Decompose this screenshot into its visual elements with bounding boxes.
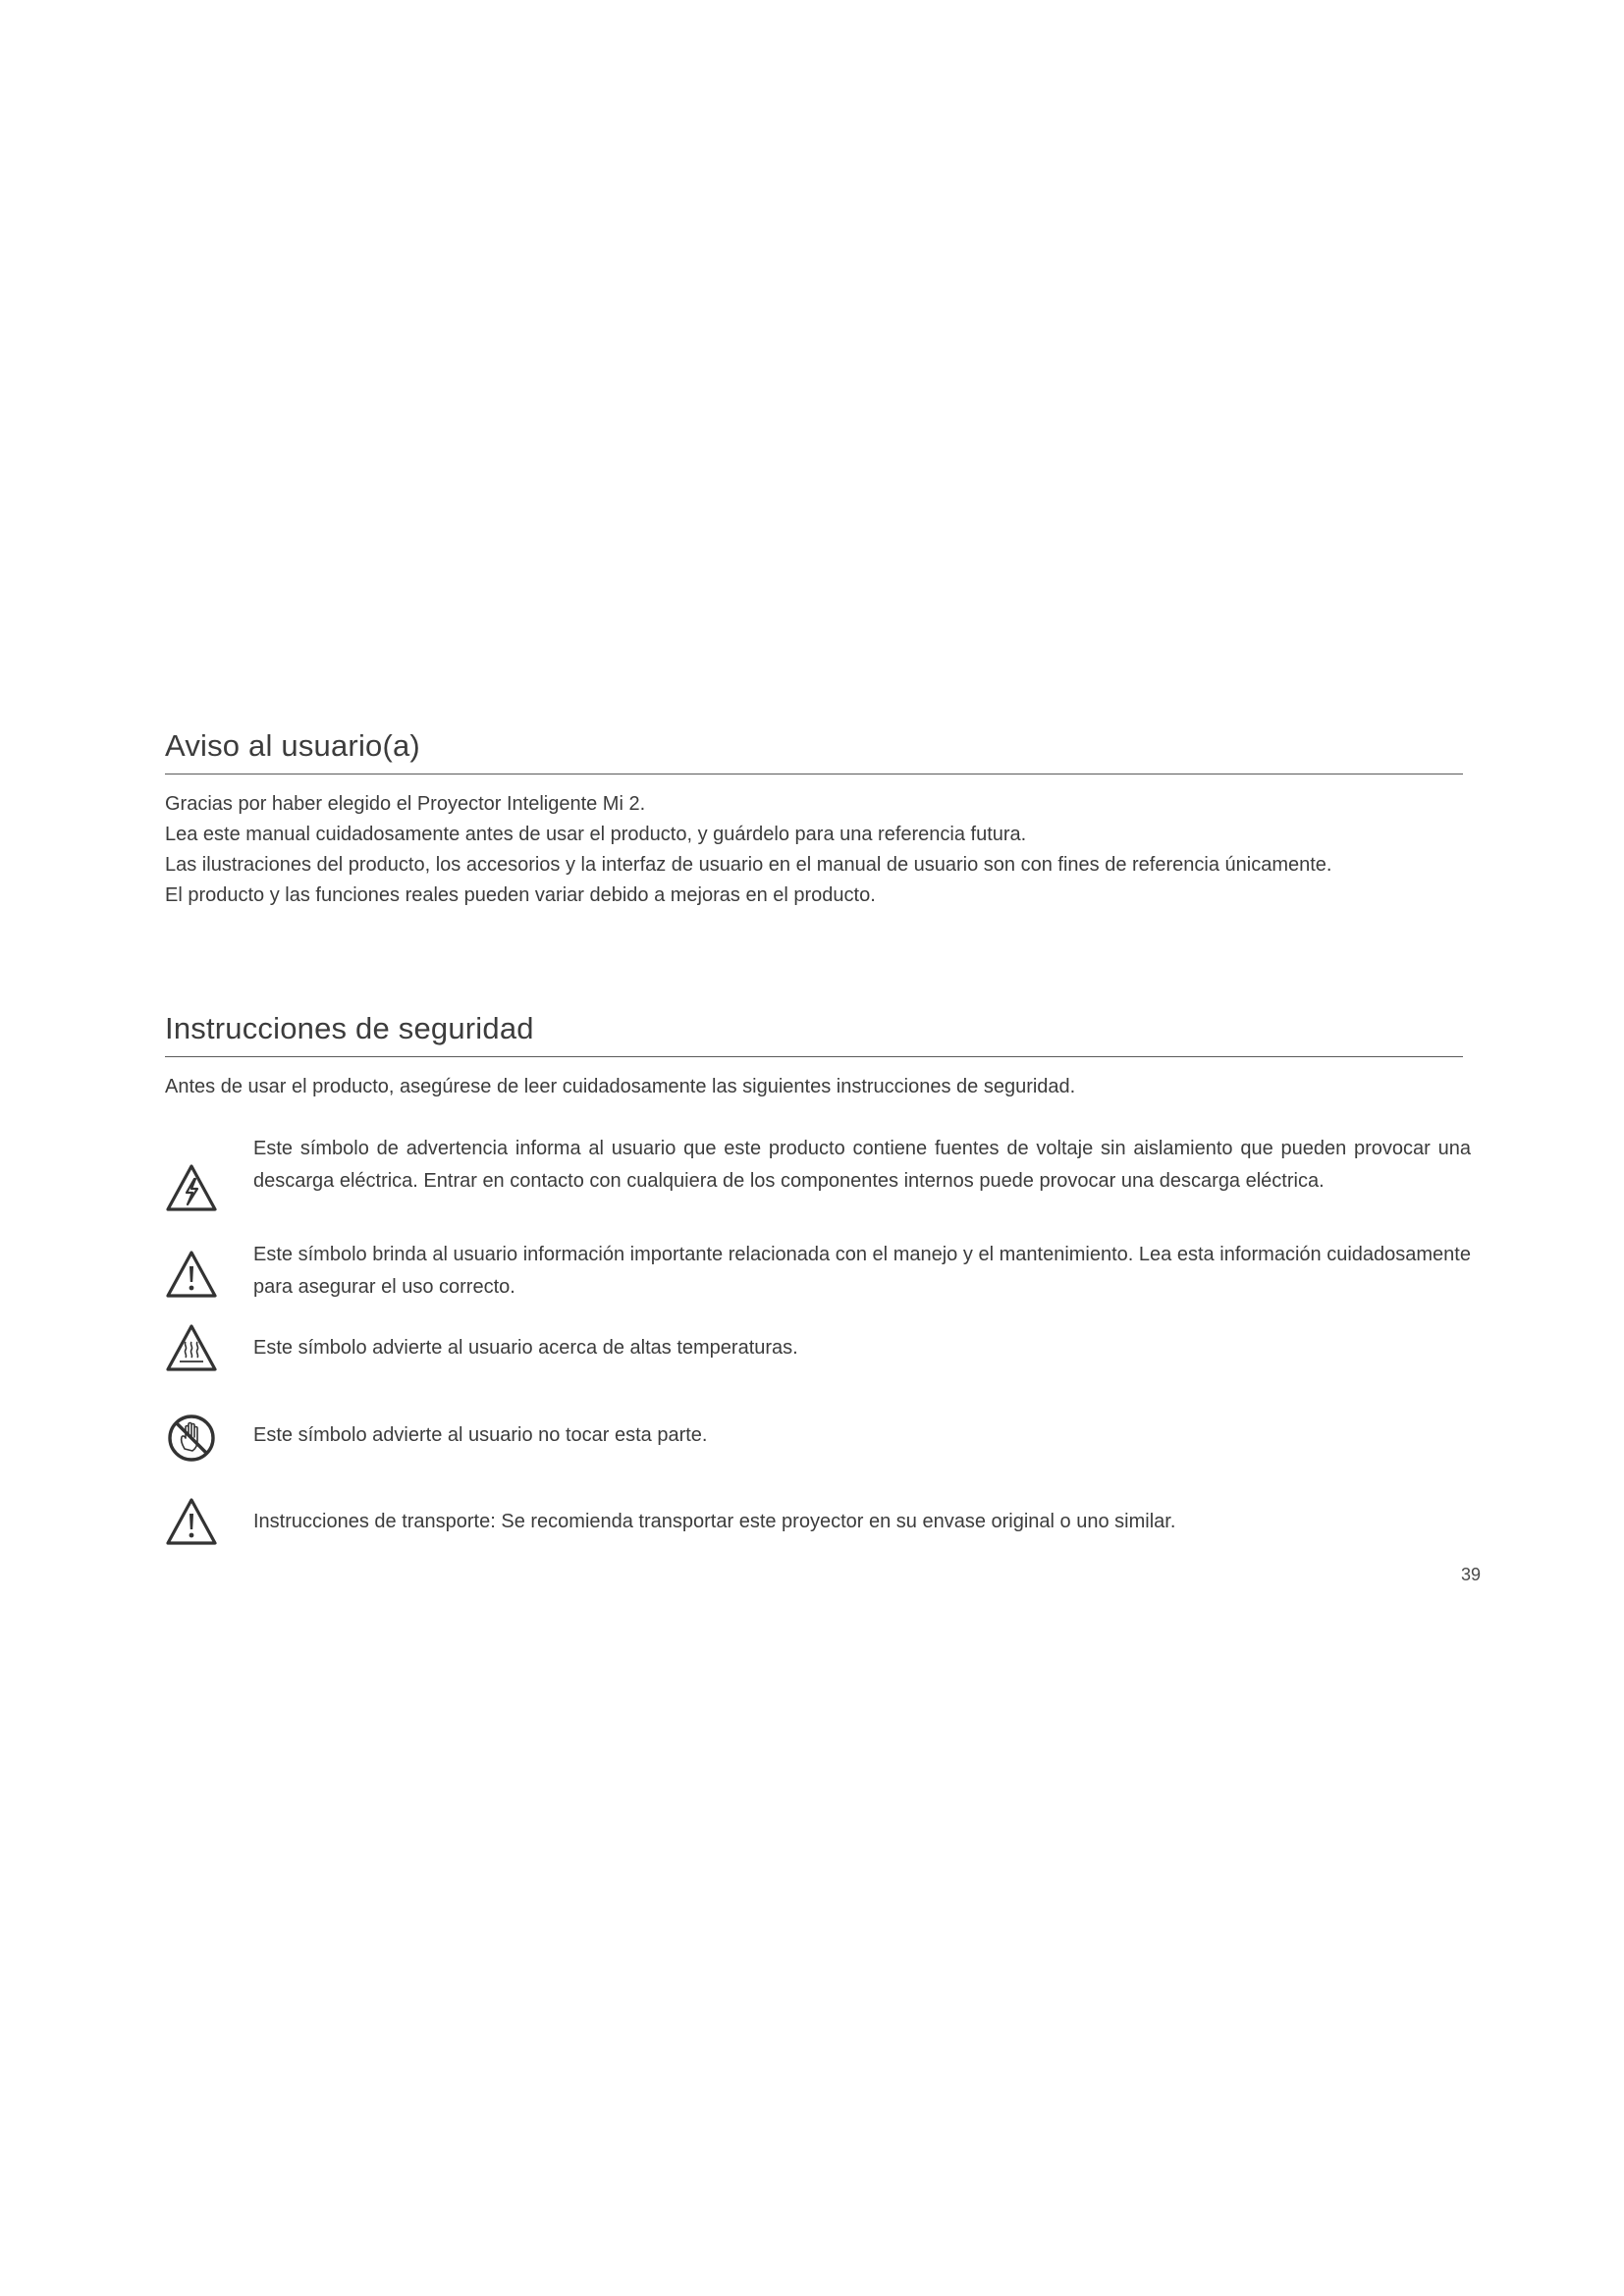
aviso-line-4: El producto y las funciones reales pueden variar debido a mejoras en el producto.: [165, 884, 876, 906]
symbol-text-do-not-touch: Este símbolo advierte al usuario no tocar esta parte.: [253, 1424, 708, 1446]
symbol-text-transport: Instrucciones de transporte: Se recomienda transportar este proyector en su envase original o uno similar.: [253, 1511, 1176, 1532]
aviso-line-2: Lea este manual cuidadosamente antes de usar el producto, y guárdelo para una referencia futura.: [165, 824, 1027, 845]
seguridad-title: Instrucciones de seguridad: [165, 1011, 534, 1045]
aviso-line-3: Las ilustraciones del producto, los accesorios y la interfaz de usuario en el manual de usuario son con fines de referencia únicamente.: [165, 854, 1332, 876]
symbol-text-electric-shock: Este símbolo de advertencia informa al usuario que este producto contiene fuentes de voltaje sin aislamiento que pueden provocar una descarga eléctrica. Entrar en contacto con cualquiera de los componentes internos puede provocar una descarga eléctrica.: [253, 1138, 1471, 1192]
aviso-body: [165, 789, 1463, 911]
hot-surface-warning-icon: [165, 1322, 218, 1375]
seguridad-divider: [165, 1056, 1463, 1057]
do-not-touch-icon: [165, 1412, 218, 1465]
transport-caution-icon: [165, 1496, 218, 1549]
aviso-line-1: Gracias por haber elegido el Proyector Inteligente Mi 2.: [165, 793, 646, 815]
electric-shock-warning-icon: [165, 1162, 218, 1215]
seguridad-section: [165, 1007, 1463, 1102]
seguridad-intro: Antes de usar el producto, asegúrese de leer cuidadosamente las siguientes instrucciones de seguridad.: [165, 1076, 1076, 1097]
aviso-section: [165, 724, 1463, 911]
caution-warning-icon: [165, 1249, 218, 1302]
symbol-list: [165, 1133, 1471, 1545]
symbol-text-caution: Este símbolo brinda al usuario información importante relacionada con el manejo y el mantenimiento. Lea esta información cuidadosamente para asegurar el uso correcto.: [253, 1244, 1471, 1298]
aviso-title: Aviso al usuario(a): [165, 728, 420, 763]
symbol-text-hot-surface: Este símbolo advierte al usuario acerca de altas temperaturas.: [253, 1337, 798, 1359]
page-number: 39: [1461, 1565, 1482, 1584]
